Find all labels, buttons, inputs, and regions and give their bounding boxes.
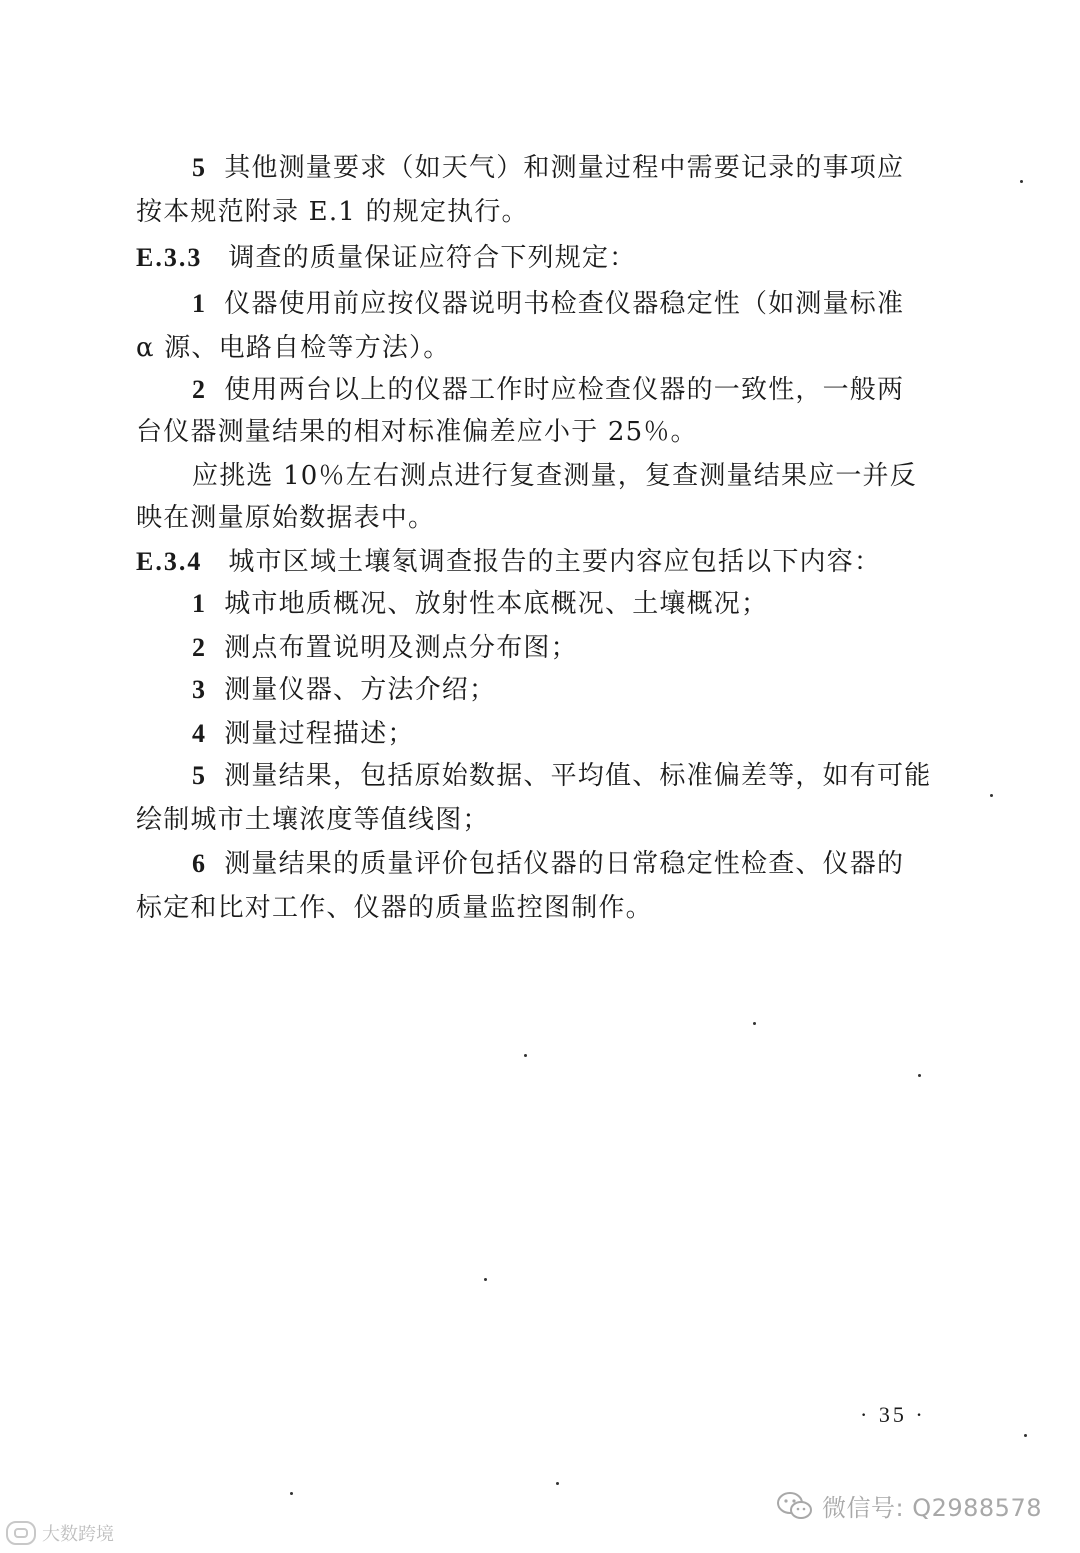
list-item-2 xyxy=(192,370,956,410)
item-text: α 源、电路自检等方法）。 xyxy=(136,333,451,363)
item-number: 3 xyxy=(192,675,207,704)
item-text: 测量结果的质量评价包括仪器的日常稳定性检查、仪器的 xyxy=(224,849,905,879)
watermark-left xyxy=(6,1520,114,1546)
clause-e-3-3 xyxy=(136,238,956,278)
scan-speck xyxy=(524,1054,527,1057)
text-line xyxy=(136,498,956,538)
scan-speck xyxy=(1024,1434,1027,1437)
list-item-2 xyxy=(192,628,956,668)
item-number: 4 xyxy=(192,719,207,748)
text-line xyxy=(136,800,956,840)
item-number: 2 xyxy=(192,633,207,662)
watermark-right xyxy=(776,1488,1042,1523)
text-line xyxy=(136,412,956,452)
list-item-1 xyxy=(192,284,956,324)
item-text: 按本规范附录 E.1 的规定执行。 xyxy=(136,197,529,227)
scan-speck xyxy=(556,1482,559,1485)
clause-text: 城市区域土壤氡调查报告的主要内容应包括以下内容： xyxy=(228,547,882,577)
clause-number: E.3.3 xyxy=(136,243,203,272)
item-text: 应挑选 10％左右测点进行复查测量，复查测量结果应一并反 xyxy=(192,461,917,491)
item-text: 台仪器测量结果的相对标准偏差应小于 25％。 xyxy=(136,417,698,447)
scan-speck xyxy=(753,1022,756,1025)
list-item-5 xyxy=(192,756,956,796)
scan-speck xyxy=(290,1492,293,1495)
scan-speck xyxy=(990,794,993,797)
item-text: 绘制城市土壤浓度等值线图； xyxy=(136,805,490,835)
text-line xyxy=(136,888,956,928)
item-number: 2 xyxy=(192,375,207,404)
item-number: 5 xyxy=(192,153,207,182)
item-text: 测点布置说明及测点分布图； xyxy=(224,633,578,663)
text-line xyxy=(136,192,956,232)
item-text: 城市地质概况、放射性本底概况、土壤概况； xyxy=(224,589,769,619)
list-item-5 xyxy=(192,148,956,188)
scan-speck xyxy=(1020,180,1023,183)
clause-number: E.3.4 xyxy=(136,547,203,576)
item-number: 6 xyxy=(192,849,207,878)
item-text: 测量仪器、方法介绍； xyxy=(224,675,497,705)
item-text: 其他测量要求（如天气）和测量过程中需要记录的事项应 xyxy=(224,153,905,183)
text-line xyxy=(136,328,956,368)
list-item-1 xyxy=(192,584,956,624)
item-text: 测量结果，包括原始数据、平均值、标准偏差等，如有可能 xyxy=(224,761,932,791)
watermark-left-text: 大数跨境 xyxy=(42,1524,114,1545)
item-text: 使用两台以上的仪器工作时应检查仪器的一致性，一般两 xyxy=(224,375,905,405)
list-item-6 xyxy=(192,844,956,884)
wechat-icon xyxy=(776,1491,814,1521)
item-number: 1 xyxy=(192,589,207,618)
list-item-3 xyxy=(192,670,956,710)
item-number: 5 xyxy=(192,761,207,790)
scan-speck xyxy=(918,1074,921,1077)
clause-e-3-4 xyxy=(136,542,956,582)
scan-speck xyxy=(484,1278,487,1281)
item-number: 1 xyxy=(192,289,207,318)
paragraph-line xyxy=(192,456,956,496)
watermark-right-text: 微信号: Q2988578 xyxy=(822,1494,1042,1522)
item-text: 映在测量原始数据表中。 xyxy=(136,503,436,533)
item-text: 测量过程描述； xyxy=(224,719,415,749)
item-text: 仪器使用前应按仪器说明书检查仪器稳定性（如测量标准 xyxy=(224,289,905,319)
page-number: · 35 · xyxy=(860,1402,926,1427)
clause-text: 调查的质量保证应符合下列规定： xyxy=(228,243,637,273)
item-text: 标定和比对工作、仪器的质量监控图制作。 xyxy=(136,893,653,923)
list-item-4 xyxy=(192,714,956,754)
brand-logo-icon xyxy=(6,1521,36,1545)
